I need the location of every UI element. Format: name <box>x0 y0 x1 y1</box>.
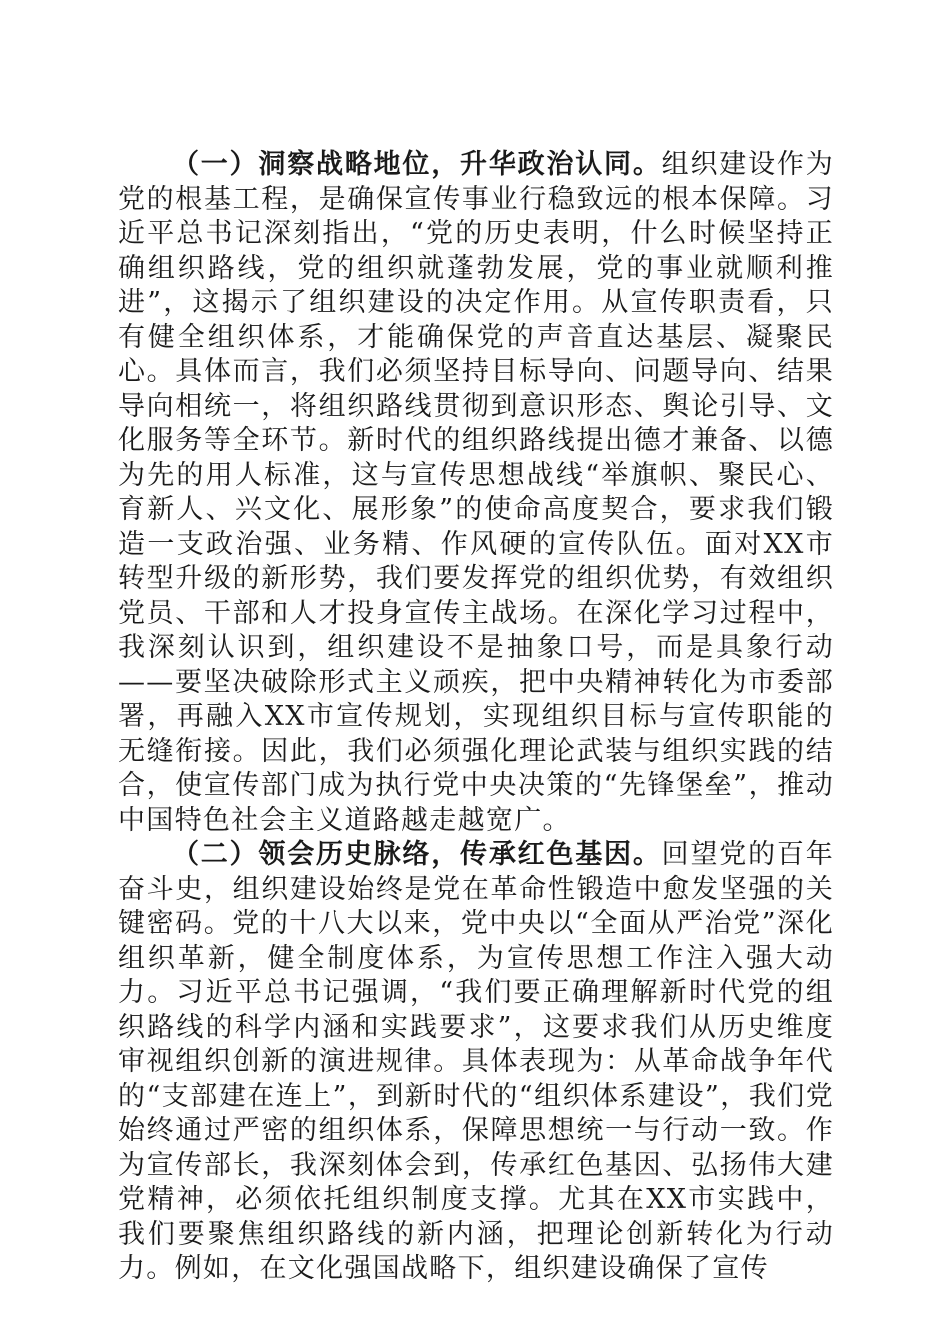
paragraph-1 <box>118 148 834 838</box>
document-page <box>118 148 834 1287</box>
paragraph-1-body: 组织建设作为党的根基工程，是确保宣传事业行稳致远的根本保障。习近平总书记深刻指出，“党的历史表明，什么时候坚持正确组织路线，党的组织就蓬勃发展，党的事业就顺利推进”，这揭示了组织建设的决定作用。从宣传职责看，只有健全组织体系，才能确保党的声音直达基层、凝聚民心。具体而言，我们必须坚持目标导向、问题导向、结果导向相统一，将组织路线贯彻到意识形态、舆论引导、文化服务等全环节。新时代的组织路线提出德才兼备、以德为先的用人标准，这与宣传思想战线“举旗帜、聚民心、育新人、兴文化、展形象”的使命高度契合，要求我们锻造一支政治强、业务精、作风硬的宣传队伍。面对XX市转型升级的新形势，我们要发挥党的组织优势，有效组织党员、干部和人才投身宣传主战场。在深化学习过程中，我深刻认识到，组织建设不是抽象口号，而是具象行动——要坚决破除形式主义顽疾，把中央精神转化为市委部署，再融入XX市宣传规划，实现组织目标与宣传职能的无缝衔接。因此，我们必须强化理论武装与组织实践的结合，使宣传部门成为执行党中央决策的“先锋堡垒”，推动中国特色社会主义道路越走越宽广。 <box>118 149 834 836</box>
paragraph-2 <box>118 838 834 1287</box>
paragraph-2-heading: （二）领会历史脉络，传承红色基因。 <box>172 839 662 870</box>
paragraph-2-body: 回望党的百年奋斗史，组织建设始终是党在革命性锻造中愈发坚强的关键密码。党的十八大以来，党中央以“全面从严治党”深化组织革新，健全制度体系，为宣传思想工作注入强大动力。习近平总书记强调，“我们要正确理解新时代党的组织路线的科学内涵和实践要求”，这要求我们从历史维度审视组织创新的演进规律。具体表现为：从革命战争年代的“支部建在连上”，到新时代的“组织体系建设”，我们党始终通过严密的组织体系，保障思想统一与行动一致。作为宣传部长，我深刻体会到，传承红色基因、弘扬伟大建党精神，必须依托组织制度支撑。尤其在XX市实践中，我们要聚焦组织路线的新内涵，把理论创新转化为行动力。例如，在文化强国战略下，组织建设确保了宣传 <box>118 839 834 1284</box>
paragraph-1-heading: （一）洞察战略地位，升华政治认同。 <box>172 149 662 180</box>
